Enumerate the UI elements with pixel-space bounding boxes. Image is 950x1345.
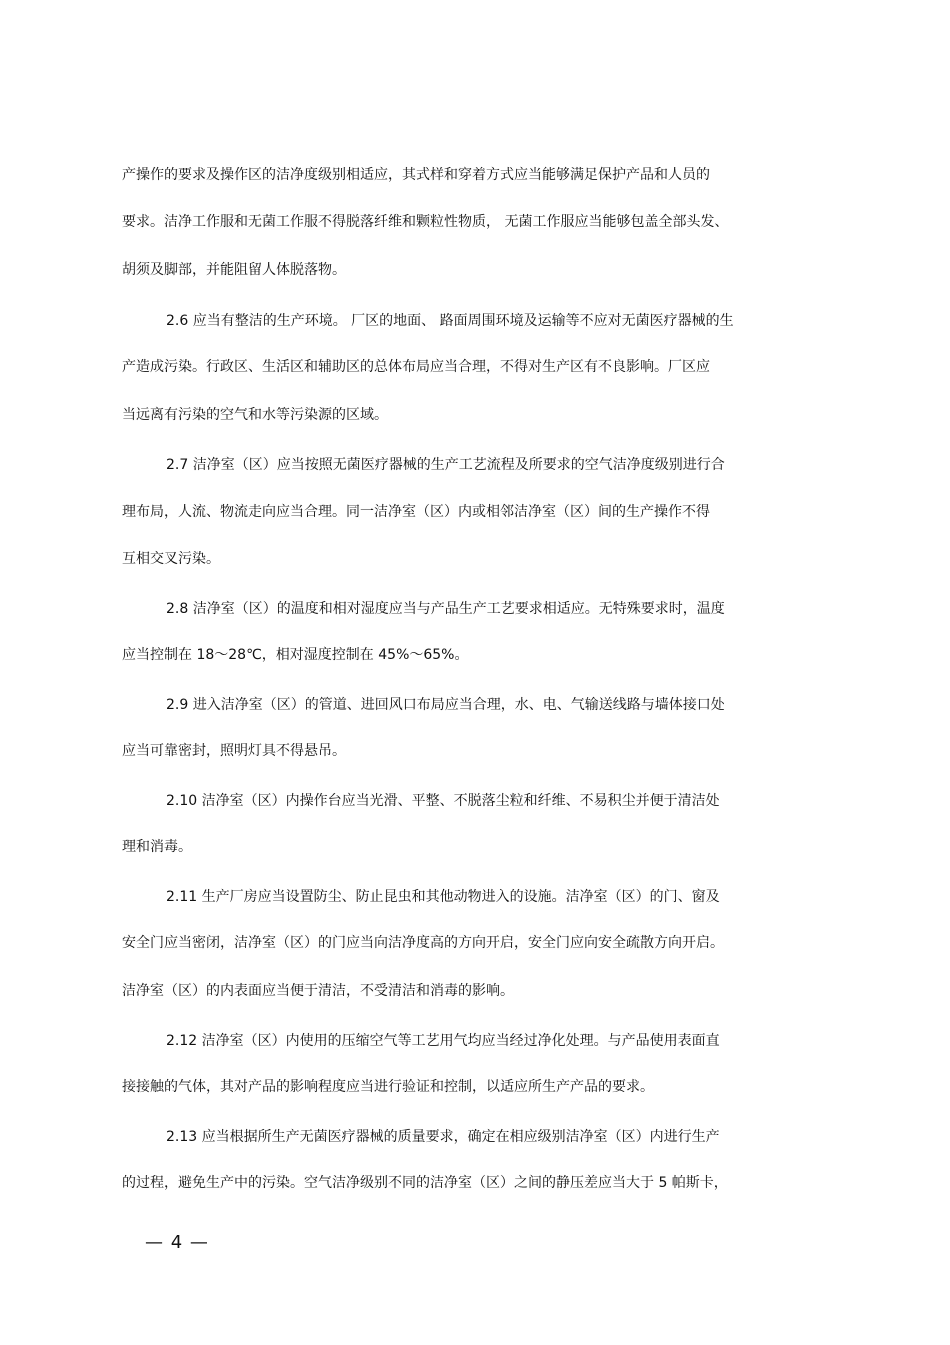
text-line: 当远离有污染的空气和水等污染源的区域。 (122, 407, 388, 423)
text-line: 的过程，避免生产中的污染。空气洁净级别不同的洁净室（区）之间的静压差应当大于 5 帕斯卡， (122, 1175, 728, 1191)
text-line: 应当可靠密封，照明灯具不得悬吊。 (122, 743, 346, 759)
page-number: — 4 — (145, 1232, 209, 1253)
paragraph-2-8-first-line: 2.8 洁净室（区）的温度和相对湿度应当与产品生产工艺要求相适应。无特殊要求时，温度 (166, 601, 725, 617)
text-line: 接接触的气体，其对产品的影响程度应当进行验证和控制，以适应所生产产品的要求。 (122, 1079, 654, 1095)
text-line: 理布局，人流、物流走向应当合理。同一洁净室（区）内或相邻洁净室（区）间的生产操作不得 (122, 504, 710, 520)
text-line: 产操作的要求及操作区的洁净度级别相适应，其式样和穿着方式应当能够满足保护产品和人员的 (122, 167, 710, 183)
paragraph-2-9-first-line: 2.9 进入洁净室（区）的管道、进回风口布局应当合理，水、电、气输送线路与墙体接口处 (166, 697, 725, 713)
paragraph-2-12-first-line: 2.12 洁净室（区）内使用的压缩空气等工艺用气均应当经过净化处理。与产品使用表面直 (166, 1033, 720, 1049)
paragraph-2-13-first-line: 2.13 应当根据所生产无菌医疗器械的质量要求，确定在相应级别洁净室（区）内进行生产 (166, 1129, 720, 1145)
paragraph-2-11-first-line: 2.11 生产厂房应当设置防尘、防止昆虫和其他动物进入的设施。洁净室（区）的门、窗及 (166, 889, 720, 905)
text-line: 应当控制在 18～28℃，相对湿度控制在 45%～65%。 (122, 647, 469, 663)
text-line: 理和消毒。 (122, 839, 192, 855)
paragraph-2-10-first-line: 2.10 洁净室（区）内操作台应当光滑、平整、不脱落尘粒和纤维、不易积尘并便于清洁处 (166, 793, 720, 809)
text-line: 产造成污染。行政区、生活区和辅助区的总体布局应当合理，不得对生产区有不良影响。厂区应 (122, 359, 710, 375)
text-line: 安全门应当密闭，洁净室（区）的门应当向洁净度高的方向开启，安全门应向安全疏散方向开启。 (122, 935, 724, 951)
paragraph-2-7-first-line: 2.7 洁净室（区）应当按照无菌医疗器械的生产工艺流程及所要求的空气洁净度级别进行合 (166, 457, 725, 473)
paragraph-2-6-first-line: 2.6 应当有整洁的生产环境。 厂区的地面、 路面周围环境及运输等不应对无菌医疗器械的生 (166, 313, 734, 329)
text-line: 互相交叉污染。 (122, 551, 220, 567)
text-line: 胡须及脚部，并能阻留人体脱落物。 (122, 262, 346, 278)
text-line: 洁净室（区）的内表面应当便于清洁，不受清洁和消毒的影响。 (122, 983, 514, 999)
text-line: 要求。洁净工作服和无菌工作服不得脱落纤维和颗粒性物质， 无菌工作服应当能够包盖全部头发、 (122, 214, 729, 230)
